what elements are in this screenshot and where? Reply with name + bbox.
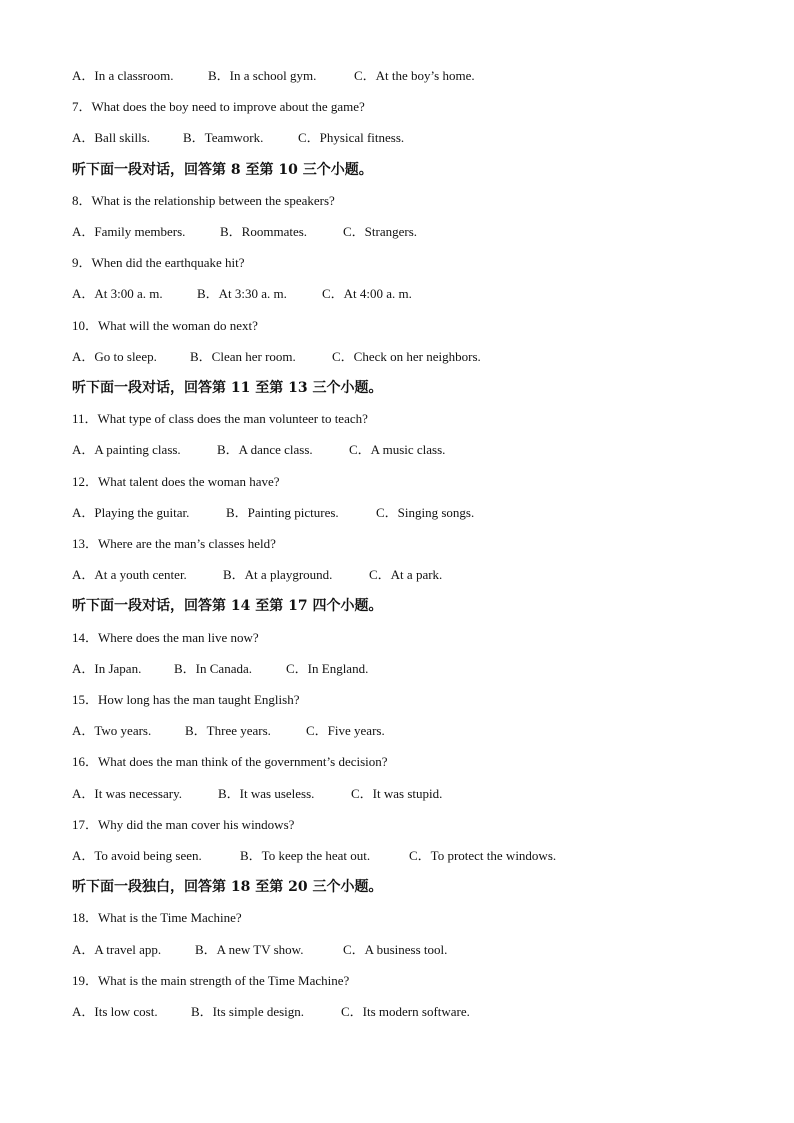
section-heading: 听下面一段对话，回答第 11 至第 13 三个小题。 [72,380,383,396]
question-text: 15．How long has the man taught English? [72,692,300,707]
option-c: C．At 4:00 a. m. [322,286,412,301]
answer-options [72,286,632,302]
option-c: C．It was stupid. [351,786,443,801]
option-a: A．At 3:00 a. m. [72,286,163,301]
answer-options [72,442,632,458]
option-a: A．In Japan. [72,661,142,676]
option-b: B．Teamwork. [183,130,264,145]
question-text: 19．What is the main strength of the Time Machine? [72,973,350,988]
section-heading: 听下面一段对话，回答第 14 至第 17 四个小题。 [72,598,383,614]
option-a: A．Ball skills. [72,130,151,145]
option-b: B．In Canada. [174,661,252,676]
question-text: 11．What type of class does the man volunteer to teach? [72,411,368,426]
answer-options [72,224,632,240]
option-a: A．A painting class. [72,442,181,457]
answer-options [72,661,632,677]
option-c: C．Singing songs. [376,505,475,520]
option-b: B．In a school gym. [208,68,317,83]
option-c: C．Its modern software. [341,1004,470,1019]
answer-options [72,130,632,146]
option-b: B．Three years. [185,723,271,738]
question-text: 7．What does the boy need to improve about the game? [72,99,365,114]
question-text: 10．What will the woman do next? [72,318,258,333]
option-a: A．At a youth center. [72,567,187,582]
option-c: C．Physical fitness. [298,130,405,145]
answer-options [72,786,632,802]
option-c: C．At a park. [369,567,443,582]
answer-options [72,349,632,365]
option-b: B．Its simple design. [191,1004,305,1019]
option-a: A．Its low cost. [72,1004,158,1019]
answer-options [72,723,632,739]
section-heading: 听下面一段独白，回答第 18 至第 20 三个小题。 [72,879,383,895]
question-text: 17．Why did the man cover his windows? [72,817,295,832]
option-b: B．To keep the heat out. [240,848,371,863]
option-b: B．At a playground. [223,567,333,582]
option-a: A．Family members. [72,224,186,239]
answer-options [72,567,632,583]
answer-options [72,848,632,864]
option-a: A．In a classroom. [72,68,174,83]
answer-options [72,942,632,958]
option-a: A．To avoid being seen. [72,848,202,863]
option-c: C．A business tool. [343,942,448,957]
option-b: B．A dance class. [217,442,313,457]
option-c: C．To protect the windows. [409,848,557,863]
question-text: 8．What is the relationship between the speakers? [72,193,335,208]
option-a: A．It was necessary. [72,786,182,801]
question-text: 9．When did the earthquake hit? [72,255,245,270]
question-text: 18．What is the Time Machine? [72,910,242,925]
question-text: 13．Where are the man’s classes held? [72,536,276,551]
answer-options [72,505,632,521]
option-c: C．Five years. [306,723,385,738]
question-text: 16．What does the man think of the government’s decision? [72,754,388,769]
section-heading: 听下面一段对话，回答第 8 至第 10 三个小题。 [72,162,373,178]
option-c: C．A music class. [349,442,446,457]
option-b: B．At 3:30 a. m. [197,286,287,301]
option-b: B．Painting pictures. [226,505,339,520]
option-c: C．Strangers. [343,224,418,239]
question-text: 14．Where does the man live now? [72,630,259,645]
option-b: B．It was useless. [218,786,315,801]
option-c: C．Check on her neighbors. [332,349,481,364]
option-a: A．Two years. [72,723,152,738]
option-a: A．Go to sleep. [72,349,157,364]
answer-options [72,1004,632,1020]
option-a: A．A travel app. [72,942,162,957]
option-b: B．Roommates. [220,224,308,239]
option-b: B．Clean her room. [190,349,296,364]
option-a: A．Playing the guitar. [72,505,190,520]
option-b: B．A new TV show. [195,942,304,957]
question-text: 12．What talent does the woman have? [72,474,280,489]
option-c: C．At the boy’s home. [354,68,475,83]
answer-options [72,68,632,84]
option-c: C．In England. [286,661,369,676]
